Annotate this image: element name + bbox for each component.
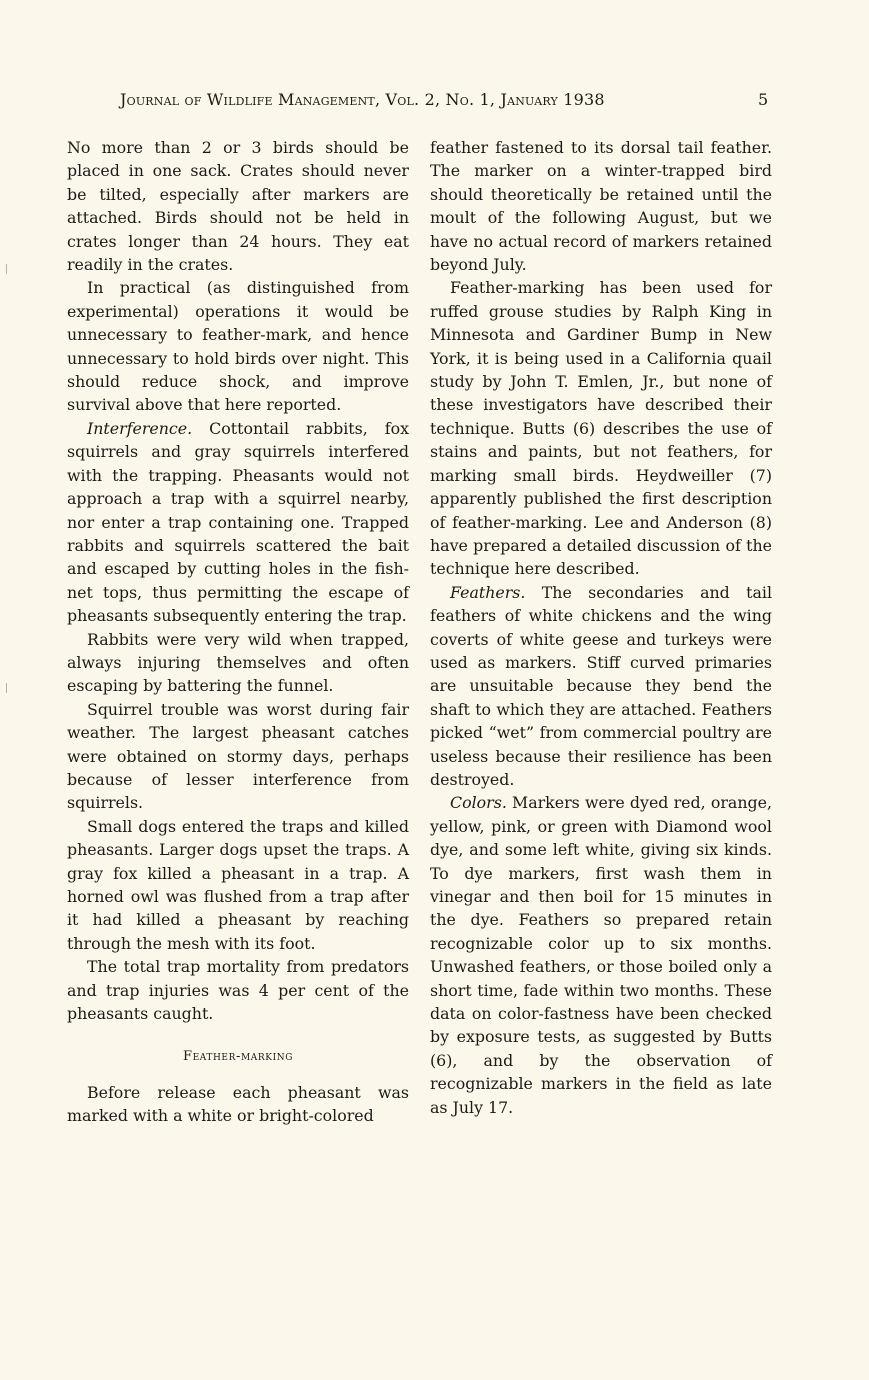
paragraph bbox=[430, 791, 772, 1119]
paragraph-text: Cottontail rabbits, fox squirrels and gray squirrels interfered with the trapping. Pheasants would not approach a trap with a squirrel nearby, nor enter a trap containing one. Trapped rabbits and squirrels scattered the bait and escaped by cutting holes in the fish-net tops, thus permitting the escape of pheasants subsequently entering the trap. bbox=[67, 418, 409, 626]
paragraph: Small dogs entered the traps and killed pheasants. Larger dogs upset the traps. A gray fox killed a pheasant in a trap. A horned owl was flushed from a trap after it had killed a pheasant by reaching through the mesh with its foot. bbox=[67, 816, 409, 953]
page-number: 5 bbox=[758, 90, 769, 109]
margin-tick bbox=[6, 683, 9, 693]
page-header bbox=[0, 90, 869, 114]
paragraph bbox=[67, 417, 409, 628]
paragraph bbox=[430, 581, 772, 792]
paragraph: feather fastened to its dorsal tail feather. The marker on a winter-trapped bird should theoretically be retained until the moult of the following August, but we have no actual record of markers retained beyond July. bbox=[430, 138, 772, 275]
run-in-heading: Feathers. bbox=[450, 582, 526, 602]
paragraph: Rabbits were very wild when trapped, always injuring themselves and often escaping by battering the funnel. bbox=[67, 629, 409, 696]
run-in-heading: Interference. bbox=[87, 418, 193, 438]
paragraph-text: The secondaries and tail feathers of white chickens and the wing coverts of white geese and turkeys were used as markers. Stiff curved primaries are unsuitable because they bend the shaft to which they are attached. Feathers picked “wet” from commercial poultry are useless because their resilience has been destroyed. bbox=[430, 582, 772, 789]
paragraph: No more than 2 or 3 birds should be placed in one sack. Crates should never be tilted, especially after markers are attached. Birds should not be held in crates longer than 24 hours. They eat readily in the crates. bbox=[67, 138, 409, 275]
running-head: Journal of Wildlife Management, Vol. 2, No. 1, January 1938 bbox=[120, 90, 605, 109]
section-heading: Feather-marking bbox=[182, 1049, 294, 1065]
left-column bbox=[67, 136, 409, 1128]
paragraph: The total trap mortality from predators and trap injuries was 4 per cent of the pheasants caught. bbox=[67, 957, 409, 1024]
paragraph: Before release each pheasant was marked with a white or bright-colored bbox=[67, 1082, 409, 1126]
paragraph: Feather-marking has been used for ruffed grouse studies by Ralph King in Minnesota and Gardiner Bump in New York, it is being used in a California quail study by John T. Emlen, Jr., but none of these investigators have described their technique. Butts (6) describes the use of stains and paints, but not feathers, for marking small birds. Heydweiller (7) apparently published the first description of feather-marking. Lee and Anderson (8) have prepared a detailed discussion of the technique here described. bbox=[430, 278, 772, 579]
right-column bbox=[430, 136, 772, 1119]
paragraph-text: Markers were dyed red, orange, yellow, pink, or green with Diamond wool dye, and some left white, giving six kinds. To dye markers, first wash them in vinegar and then boil for 15 minutes in the dye. Feathers so prepared retain recognizable color up to six months. Unwashed feathers, or those boiled only a short time, fade within two months. These data on color-fastness have been checked by exposure tests, as suggested by Butts (6), and by the observation of recognizable markers in the field as late as July 17. bbox=[430, 793, 772, 1117]
paragraph: In practical (as distinguished from experimental) operations it would be unnecessary to feather-mark, and hence unnecessary to hold birds over night. This should reduce shock, and improve survival above that here reported. bbox=[67, 278, 409, 415]
paragraph: Squirrel trouble was worst during fair weather. The largest pheasant catches were obtained on stormy days, perhaps because of lesser interference from squirrels. bbox=[67, 699, 409, 813]
run-in-heading: Colors. bbox=[450, 793, 507, 813]
margin-tick bbox=[6, 264, 9, 274]
